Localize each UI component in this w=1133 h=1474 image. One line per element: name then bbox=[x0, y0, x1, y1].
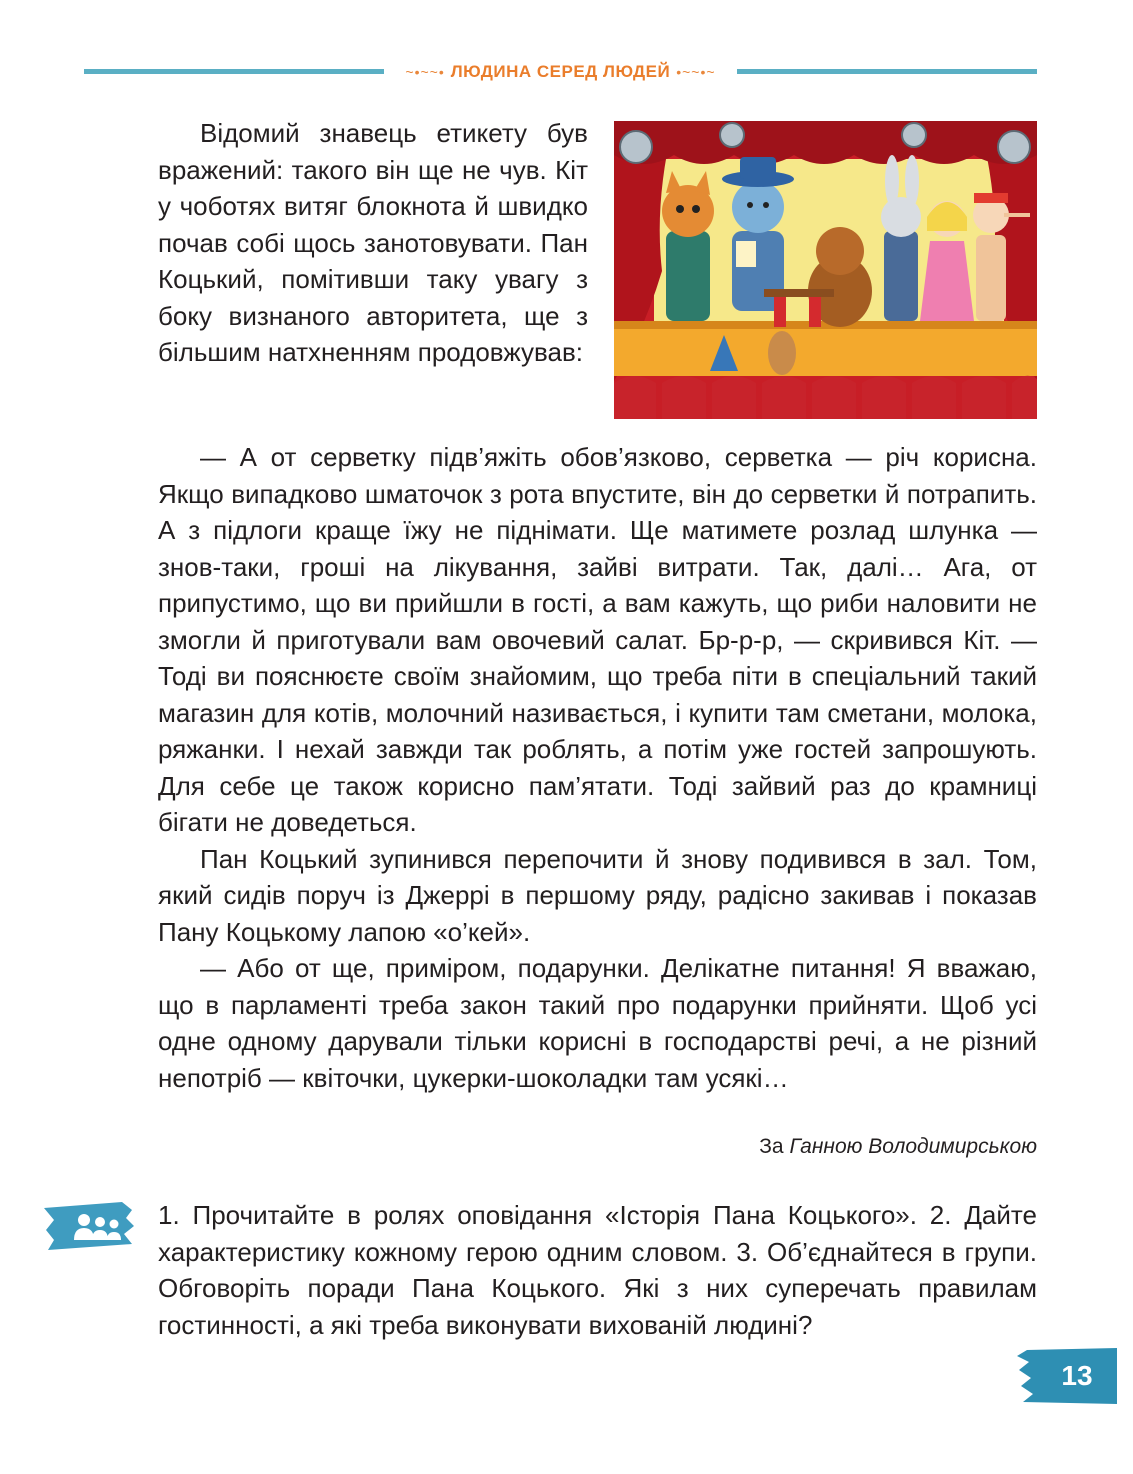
attribution-prefix: За bbox=[759, 1135, 784, 1158]
attribution bbox=[759, 1132, 1037, 1162]
header-title: ЛЮДИНА СЕРЕД ЛЮДЕЙ bbox=[450, 62, 671, 81]
header-ornament-right: •~~•~ bbox=[676, 64, 716, 80]
paragraph: — Або от ще, приміром, подарунки. Делікатне питання! Я вважаю, що в парламенті треба закон такий про подарунки прийняти. Щоб усі одне одному дарували тільки корисні в господарстві речі, а не різний непотріб — квіточки, цукерки-шоколадки там усякі… bbox=[158, 953, 1037, 1093]
header-rule-right bbox=[737, 69, 1037, 74]
paragraph: Відомий знавець етикету був вражений: такого він ще не чув. Кіт у чоботях витяг блокнота й швидко почав собі щось занотовувати. Пан Коцький, помітивши таку увагу з боку визнаного авторитета, ще з більшим натхненням продовжував: bbox=[158, 118, 588, 367]
paragraph: — А от серветку підв’яжіть обов’язково, серветка — річ корисна. Якщо випадково шматочок з рота впустите, він до серветки й потрапить. А з підлоги краще їжу не піднімати. Ще матимете розлад шлунка — знов-таки, гроші на лікування, зайві витрати. Так, далі… Ага, от припустимо, що ви прийшли в гості, а вам кажуть, що риби наловити не змогли й приготували вам овочевий салат. Бр-р-р, — скривився Кіт. — Тоді ви пояснюєте своїм знайомим, що треба піти в спеціальний такий магазин для котів, молочний називається, і купити там сметани, молока, ряжанки. І нехай завжди так роблять, а потім уже гостей запрошують. Для себе це також корисно пам’ятати. Тоді зайвий раз до крамниці бігати не доведеться. bbox=[158, 442, 1037, 837]
header-title-group bbox=[384, 60, 737, 84]
page-number: 13 bbox=[1061, 1360, 1093, 1391]
paragraph: Пан Коцький зупинився перепочити й знову подивився в зал. Том, який сидів поруч із Джеррі в першому ряду, радісно закивав і показав Пану Коцькому лапою «о’кей». bbox=[158, 843, 1037, 947]
attribution-author: Ганною Володимирською bbox=[789, 1135, 1037, 1158]
intro-text bbox=[158, 115, 588, 371]
header-rule-left bbox=[84, 69, 384, 74]
task-text: 1. Прочитайте в ролях оповідання «Історія Пана Коцького». 2. Дайте характеристику кожному герою одним словом. 3. Об’єднайтеся в групи. Обговоріть поради Пана Коцького. Які з них суперечать правилам гостинності, а які треба виконувати вихованій людині? bbox=[158, 1200, 1037, 1340]
stage-illustration bbox=[614, 121, 1037, 419]
group-discussion-icon bbox=[44, 1200, 136, 1252]
main-text bbox=[158, 439, 1037, 1096]
running-header bbox=[84, 60, 1037, 84]
header-ornament-left: ~•~~• bbox=[405, 64, 445, 80]
